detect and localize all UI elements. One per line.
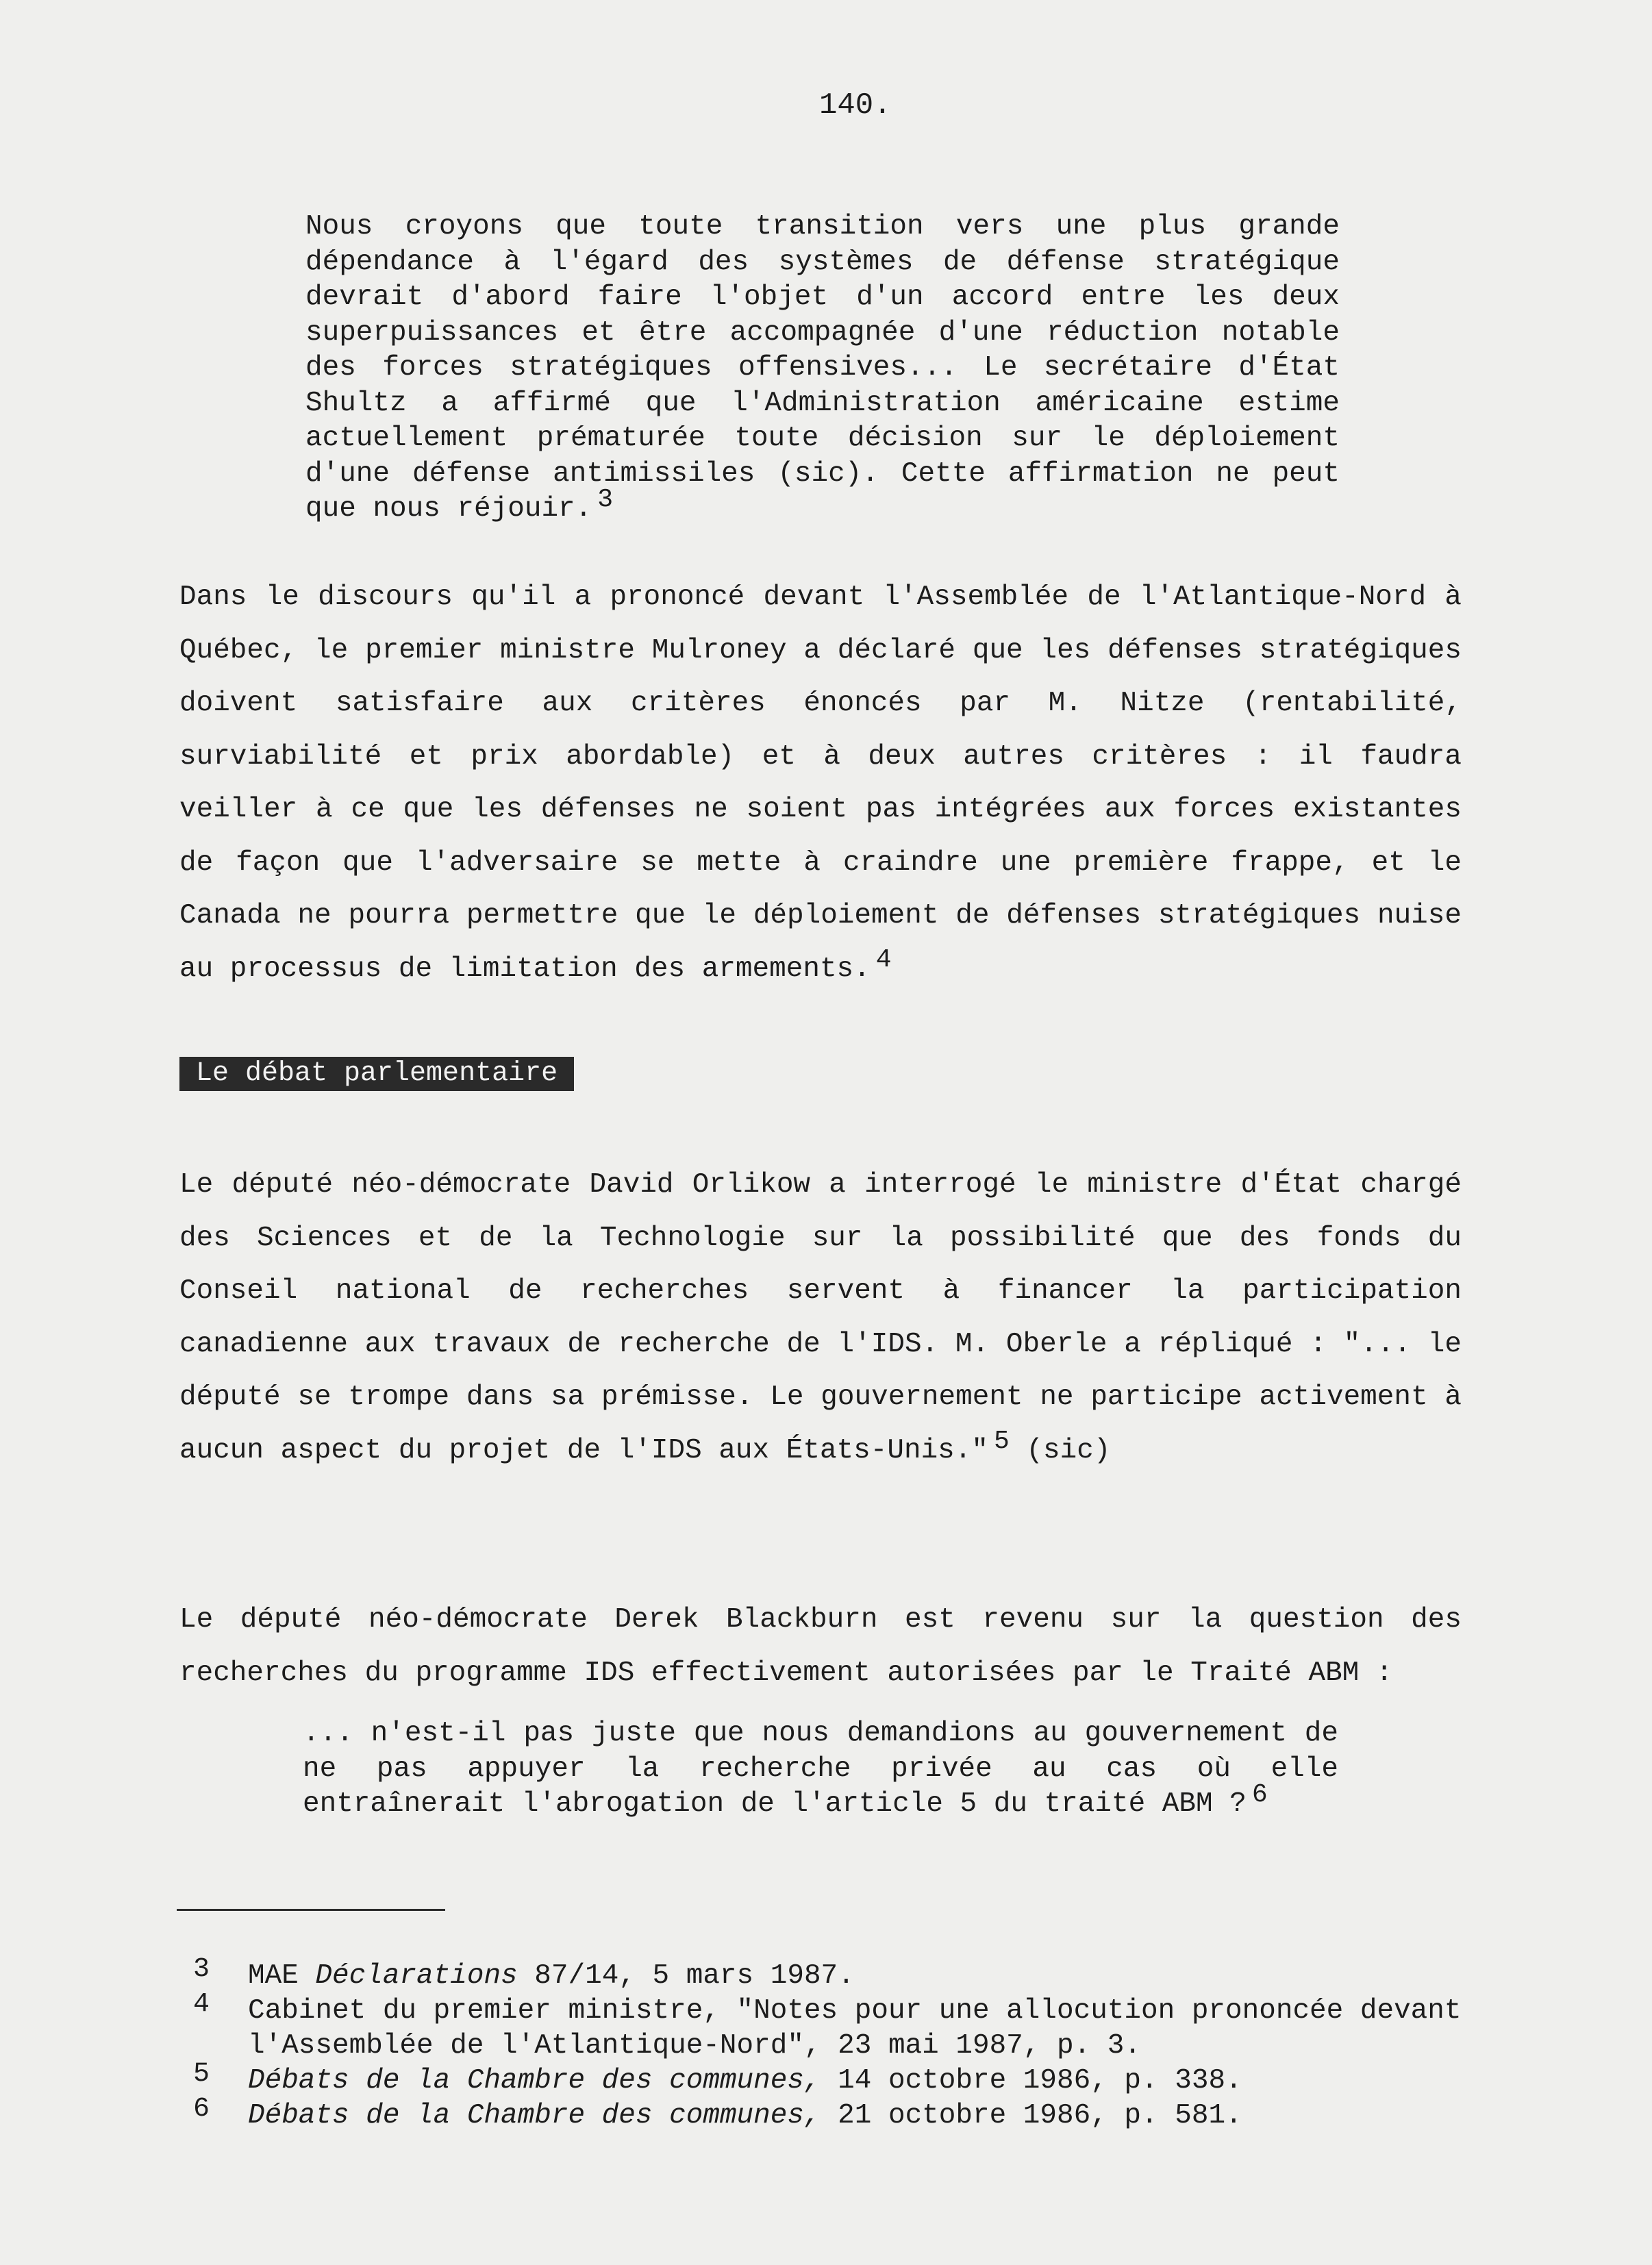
block-quote-2	[303, 1716, 1338, 1823]
block-quote-1	[305, 210, 1340, 527]
footnote-6: 6 Débats de la Chambre des communes, 21 octobre 1986, p. 581.	[193, 2099, 1467, 2133]
footnote-number: 3	[193, 1954, 210, 1985]
footnote-ref-3: 3	[597, 485, 614, 514]
footnote-3: 3 MAE Déclarations 87/14, 5 mars 1987.	[193, 1959, 1467, 1994]
footnote-4: 4 Cabinet du premier ministre, "Notes pour une allocution prononcée devant l'Assemblée de l'Atlantique-Nord", 23 mai 1987, p. 3.	[193, 1994, 1467, 2064]
page-number: 140.	[819, 88, 892, 123]
footnote-divider	[177, 1909, 445, 1911]
paragraph-orlikow-text: Le député néo-démocrate David Orlikow a interrogé le ministre d'État chargé des Sciences et de la Technologie sur la possibilité que des fonds du Conseil national de recherches servent à financer la participation canadienne aux travaux de recherche de l'IDS. M. Oberle a répliqué : "... le député se trompe dans sa prémisse. Le gouvernement ne participe activement à aucun aspect du projet de l'IDS aux États-Unis."	[179, 1169, 1462, 1466]
footnote-number: 4	[193, 1989, 210, 2020]
footnote-number: 6	[193, 2094, 210, 2125]
paragraph-mulroney-text: Dans le discours qu'il a prononcé devant l'Assemblée de l'Atlantique-Nord à Québec, le premier ministre Mulroney a déclaré que les défenses stratégiques doivent satisfaire aux critères énoncés par M. Nitze (rentabilité, surviabilité et prix abordable) et à deux autres critères : il faudra veiller à ce que les défenses ne soient pas intégrées aux forces existantes de façon que l'adversaire se mette à craindre une première frappe, et le Canada ne pourra permettre que le déploiement de défenses stratégiques nuise au processus de limitation des armements.	[179, 581, 1462, 985]
sic-note: (sic)	[1026, 1434, 1111, 1466]
paragraph-mulroney	[179, 571, 1462, 996]
footnotes	[193, 1954, 1467, 2133]
footnote-ref-6: 6	[1251, 1780, 1268, 1810]
footnote-ref-4: 4	[875, 944, 892, 975]
paragraph-blackburn	[179, 1594, 1462, 1700]
footnote-5: 5 Débats de la Chambre des communes, 14 octobre 1986, p. 338.	[193, 2064, 1467, 2099]
block-quote-1-text: Nous croyons que toute transition vers une plus grande dépendance à l'égard des systèmes de défense stratégique devrait d'abord faire l'objet d'un accord entre les deux superpuissances et être accompagnée d'une réduction notable des forces stratégiques offensives... Le secrétaire d'État Shultz a affirmé que l'Administration américaine estime actuellement prématurée toute décision sur le déploiement d'une défense antimissiles (sic). Cette affirmation ne peut que nous réjouir.	[305, 211, 1340, 525]
footnote-number: 5	[193, 2059, 210, 2090]
section-heading: Le débat parlementaire	[179, 1057, 574, 1091]
footnote-ref-5: 5	[994, 1426, 1010, 1456]
paragraph-blackburn-text: Le député néo-démocrate Derek Blackburn est revenu sur la question des recherches du programme IDS effectivement autorisées par le Traité ABM :	[179, 1604, 1462, 1689]
paragraph-orlikow	[179, 1159, 1462, 1477]
block-quote-2-text: ... n'est-il pas juste que nous demandions au gouvernement de ne pas appuyer la recherche privée au cas où elle entraînerait l'abrogation de l'article 5 du traité ABM ?	[303, 1718, 1338, 1820]
